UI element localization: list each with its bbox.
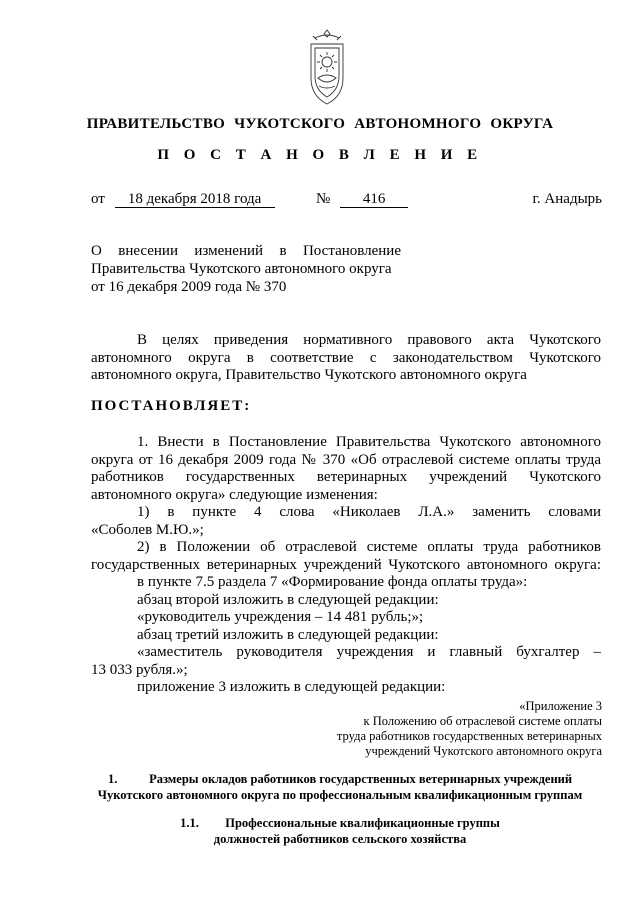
number-block <box>316 190 408 208</box>
decree-date: 18 декабря 2018 года <box>115 191 275 208</box>
number-prefix: № <box>316 191 331 207</box>
subject-line: О внесении изменений в Постановление <box>91 243 401 259</box>
appendix-reference <box>337 699 602 759</box>
preamble-line: В целях приведения нормативного правового акта Чукотского <box>137 332 601 348</box>
government-title: ПРАВИТЕЛЬСТВО ЧУКОТСКОГО АВТОНОМНОГО ОКРУГА <box>86 116 554 132</box>
body-line: работников государственных ветеринарных учреждений Чукотского <box>91 469 601 485</box>
appendix-line: учреждений Чукотского автономного округа <box>365 744 602 758</box>
body-line: государственных ветеринарных учреждений Чукотского автономного округа: <box>91 556 601 573</box>
coat-of-arms-icon <box>303 28 351 108</box>
decree-subject <box>91 242 401 296</box>
section-title-line: Чукотского автономного округа по профессиональным квалификационным группам <box>97 788 583 802</box>
date-block <box>91 190 275 208</box>
body-line: «руководитель учреждения – 14 481 рубль;»; <box>137 609 424 625</box>
section-title-line: Размеры окладов работников государственных ветеринарных учреждений <box>149 772 573 786</box>
body-line: приложение 3 изложить в следующей редакции: <box>137 679 446 695</box>
decrees-label: ПОСТАНОВЛЯЕТ: <box>91 398 252 414</box>
body-line: «заместитель руководителя учреждения и главный бухгалтер – <box>137 644 601 660</box>
body-line: 1. Внести в Постановление Правительства Чукотского автономного <box>137 434 601 450</box>
subject-line: Правительства Чукотского автономного округа <box>91 261 392 277</box>
body-line: автономного округа» следующие изменения: <box>91 486 378 503</box>
body-line: 1) в пункте 4 слова «Николаев Л.А.» заменить словами <box>137 504 601 520</box>
body-line: абзац третий изложить в следующей редакции: <box>137 626 439 643</box>
document-type-title: П О С Т А Н О В Л Е Н И Е <box>157 147 483 163</box>
preamble <box>91 332 601 385</box>
decree-number: 416 <box>340 191 408 208</box>
preamble-line: автономного округа, Правительство Чукотского автономного округа <box>91 367 527 383</box>
subsection-heading <box>60 815 620 847</box>
section-number: 1. <box>107 772 118 786</box>
section-heading <box>60 771 620 803</box>
decree-body <box>91 434 601 697</box>
appendix-line: к Положению об отраслевой системе оплаты <box>363 714 602 728</box>
body-line: 2) в Положении об отраслевой системе оплаты труда работников <box>137 539 601 555</box>
subsection-title-line: должностей работников сельского хозяйства <box>213 832 467 846</box>
body-line: абзац второй изложить в следующей редакции: <box>137 591 439 608</box>
appendix-line: труда работников государственных ветеринарных <box>336 729 602 743</box>
date-prefix: от <box>91 191 105 207</box>
subsection-number: 1.1. <box>180 816 199 830</box>
subsection-title-line: Профессиональные квалификационные группы <box>225 816 500 830</box>
body-line: в пункте 7.5 раздела 7 «Формирование фонда оплаты труда»: <box>137 574 528 590</box>
appendix-line: «Приложение 3 <box>519 699 602 713</box>
body-line: округа от 16 декабря 2009 года № 370 «Об отраслевой системе оплаты труда <box>91 451 601 468</box>
preamble-line: автономного округа в соответствие с законодательством Чукотского <box>91 349 601 366</box>
body-line: «Соболев М.Ю.»; <box>91 521 204 538</box>
city-name: г. Анадырь <box>532 191 602 207</box>
subject-line: от 16 декабря 2009 года № 370 <box>91 279 287 295</box>
body-line: 13 033 рубля.»; <box>91 661 188 678</box>
